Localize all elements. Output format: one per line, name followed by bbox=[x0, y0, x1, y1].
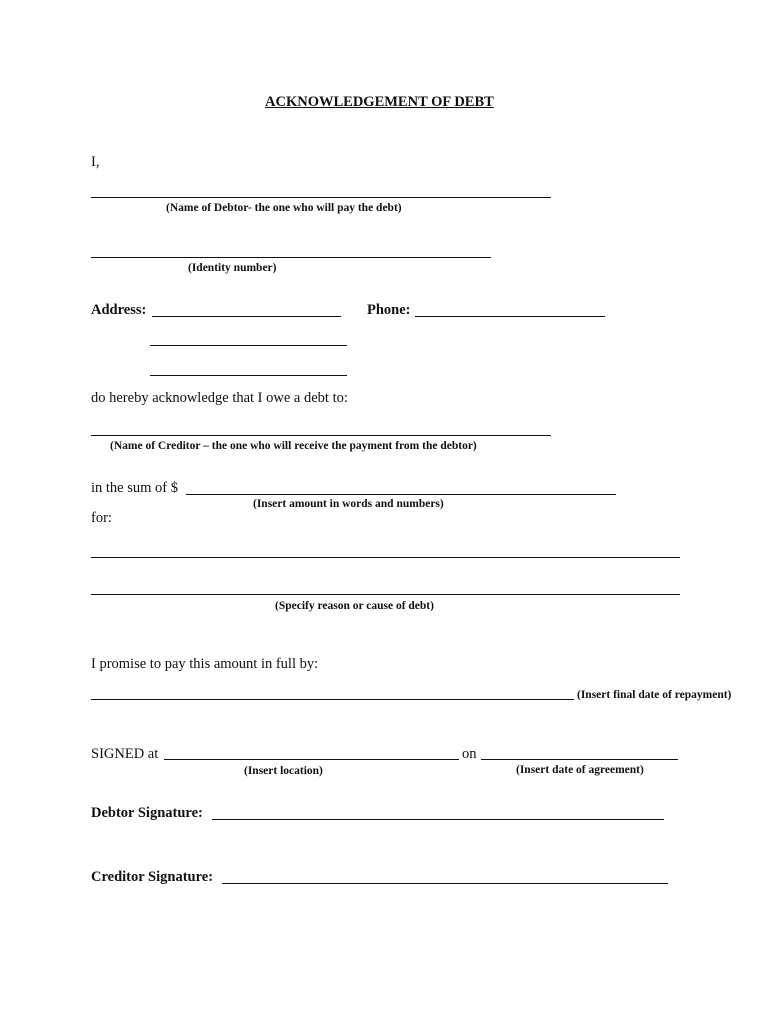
location-caption: (Insert location) bbox=[244, 765, 323, 777]
intro-text: I, bbox=[91, 154, 100, 170]
signed-at-label: SIGNED at bbox=[91, 746, 159, 762]
on-label: on bbox=[462, 746, 477, 762]
phone-field[interactable] bbox=[415, 316, 605, 317]
for-label: for: bbox=[91, 510, 112, 526]
creditor-signature-field[interactable] bbox=[222, 883, 668, 884]
promise-text: I promise to pay this amount in full by: bbox=[91, 656, 319, 672]
repayment-date-field[interactable] bbox=[91, 699, 574, 700]
creditor-name-caption: (Name of Creditor – the one who will receive the payment from the debtor) bbox=[110, 440, 477, 452]
address-field-line-2[interactable] bbox=[150, 345, 347, 346]
address-field-line-1[interactable] bbox=[152, 316, 341, 317]
amount-field[interactable] bbox=[186, 494, 616, 495]
identity-number-caption: (Identity number) bbox=[188, 262, 277, 274]
address-field-line-3[interactable] bbox=[150, 375, 347, 376]
reason-field-line-2[interactable] bbox=[91, 594, 680, 595]
amount-caption: (Insert amount in words and numbers) bbox=[253, 498, 444, 510]
reason-field-line-1[interactable] bbox=[91, 557, 680, 558]
reason-caption: (Specify reason or cause of debt) bbox=[275, 600, 434, 612]
debtor-signature-field[interactable] bbox=[212, 819, 664, 820]
agreement-date-field[interactable] bbox=[481, 759, 678, 760]
debtor-signature-label: Debtor Signature: bbox=[91, 805, 203, 821]
repayment-date-caption: (Insert final date of repayment) bbox=[577, 689, 732, 701]
acknowledge-text: do hereby acknowledge that I owe a debt to: bbox=[91, 390, 348, 406]
phone-label: Phone: bbox=[367, 302, 411, 318]
identity-number-field[interactable] bbox=[91, 257, 491, 258]
document-title: ACKNOWLEDGEMENT OF DEBT bbox=[265, 94, 494, 110]
creditor-name-field[interactable] bbox=[91, 435, 551, 436]
debtor-name-field[interactable] bbox=[91, 197, 551, 198]
signing-location-field[interactable] bbox=[164, 759, 459, 760]
agreement-date-caption: (Insert date of agreement) bbox=[516, 764, 644, 776]
debtor-name-caption: (Name of Debtor- the one who will pay the debt) bbox=[166, 202, 402, 214]
creditor-signature-label: Creditor Signature: bbox=[91, 869, 214, 885]
sum-label: in the sum of $ bbox=[91, 480, 178, 496]
address-label: Address: bbox=[91, 302, 147, 318]
